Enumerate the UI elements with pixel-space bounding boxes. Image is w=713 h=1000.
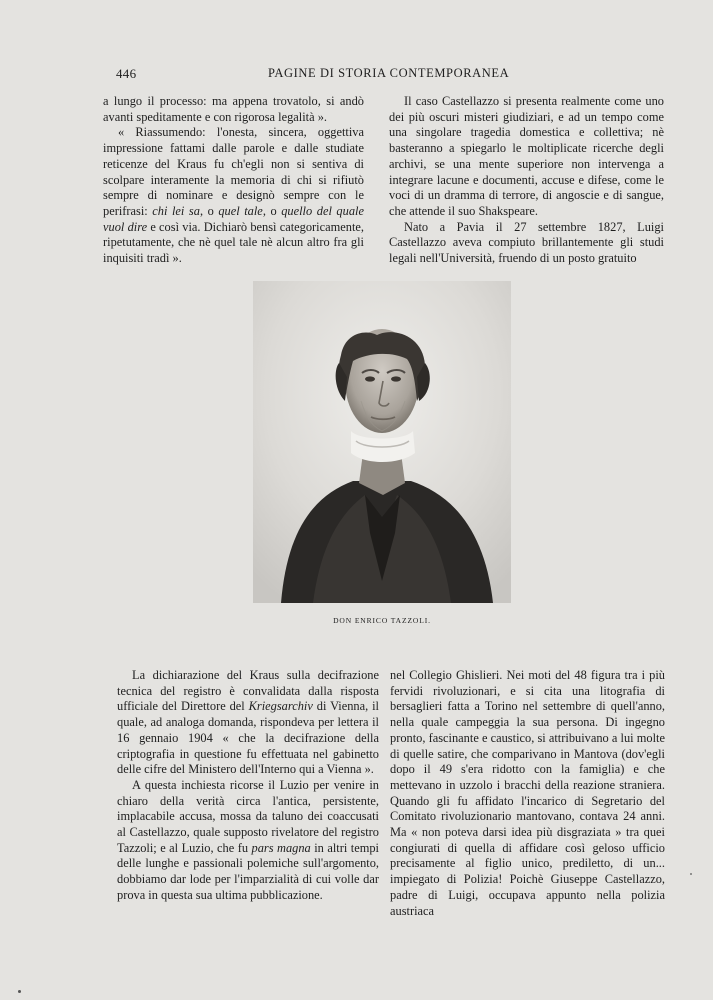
running-title: PAGINE DI STORIA CONTEMPORANEA: [268, 66, 510, 80]
paper-speck: [690, 873, 692, 875]
text-run: « Riassumendo: l'onesta, sincera, oggettiva impressione fattami dalle parole e dalle studiate reticenze del Kraus fu ch'egli non si sentiva di scolpare interamente la memoria di chi si rifiutò sempre di nominare e designò sempre con le perifrasi:: [103, 125, 364, 218]
text-run: La dichiarazione del Kraus sulla decifrazione tecnica del registro è convalidata dalla risposta ufficiale del Direttore del: [117, 668, 379, 714]
paragraph: Il caso Castellazzo si presenta realmente come uno dei più oscuri misteri giudiziari, e ad un tempo come una singolare tragedia domestica e collettiva; nè basteranno a spiegarlo le moltiplicate ricerche degli archivi, se una mente superiore non intervenga a integrare lacune e documenti, accuse e difese, come le voci di un dramma di terrore, di angoscie e di sangue, che attende il suo Shakspeare.: [389, 94, 664, 218]
italic-phrase: pars magna: [251, 840, 311, 855]
text-run: di Vienna, il quale, ad analoga domanda, rispondeva per lettera il 16 gennaio 1904 « che la decifrazione della criptografia in questione fu effettuata nel gabinetto delle cifre del Ministero dell'Interno qui a Vienna ».: [117, 699, 379, 777]
paragraph: [103, 125, 364, 266]
text-column-bottom-left: [117, 668, 379, 904]
text-column-top-left: [103, 94, 364, 267]
paragraph: nel Collegio Ghislieri. Nei moti del 48 figura tra i più fervidi rivoluzionari, e si cita una litografia di bersaglieri fatta a Torino nel settembre di quell'anno, nella quale campeggia la sua persona. Di ingegno pronto, fascinante e caustico, si attribuivano a lui molte di quelle satire, che comparivano in Mantova (dov'egli dopo il 49 s'era ridotto con la famiglia) e che mettevano in uzzolo i bracchi della reazione straniera. Quando gli fu affidato l'incarico di Segretario del Comitato rivoluzionario mantovano, contava 24 anni. Ma « non poteva darsi idea più disgraziata » tra quei congiurati di quella di affidare così geloso ufficio precisamente al figlio unico, prediletto, di un... impiegato di Polizia! Poichè Giuseppe Castellazzo, padre di Luigi, occupava appunto nella polizia austriaca: [390, 668, 665, 918]
italic-phrase: chi lei sa: [152, 203, 200, 218]
italic-phrase: Kriegsarchiv: [248, 699, 313, 714]
text-column-top-right: [389, 94, 664, 267]
photo-caption: DON ENRICO TAZZOLI.: [333, 616, 431, 625]
page-number: 446: [116, 66, 137, 81]
text-run: , o: [262, 203, 282, 218]
text-column-bottom-right: [390, 668, 665, 919]
italic-phrase: quello del quale vuol dire: [103, 203, 364, 234]
paragraph: [117, 778, 379, 904]
portrait-photo: [253, 281, 511, 603]
paragraph: [117, 668, 379, 778]
paper-speck: [18, 990, 21, 993]
text-run: in altri tempi delle lunghe e passionali polemiche sull'argomento, dobbiamo dar lode per l'imparzialità di cui volle dar prova in questa sua ultima pubblicazione.: [117, 840, 379, 902]
text-run: , o: [199, 203, 219, 218]
text-run: A questa inchiesta ricorse il Luzio per venire in chiaro della verità circa l'antica, persistente, implacabile accusa, mossa da taluno dei coaccusati al Castellazzo, quale supposto rivelatore del registro Tazzoli; e al Luzio, che fu: [117, 777, 379, 855]
text-run: e così via. Dichiarò bensì categoricamente, ripetutamente, che nè quel tale nè alcun altro fra gli inquisiti tradì ».: [103, 219, 364, 266]
paragraph: a lungo il processo: ma appena trovatolo, si andò avanti speditamente e con rigorosa legalità ».: [103, 94, 364, 124]
paragraph: Nato a Pavia il 27 settembre 1827, Luigi Castellazzo aveva compiuto brillantemente gli studi legali nell'Università, fruendo di un posto gratuito: [389, 219, 664, 266]
italic-phrase: quel tale: [218, 203, 263, 218]
